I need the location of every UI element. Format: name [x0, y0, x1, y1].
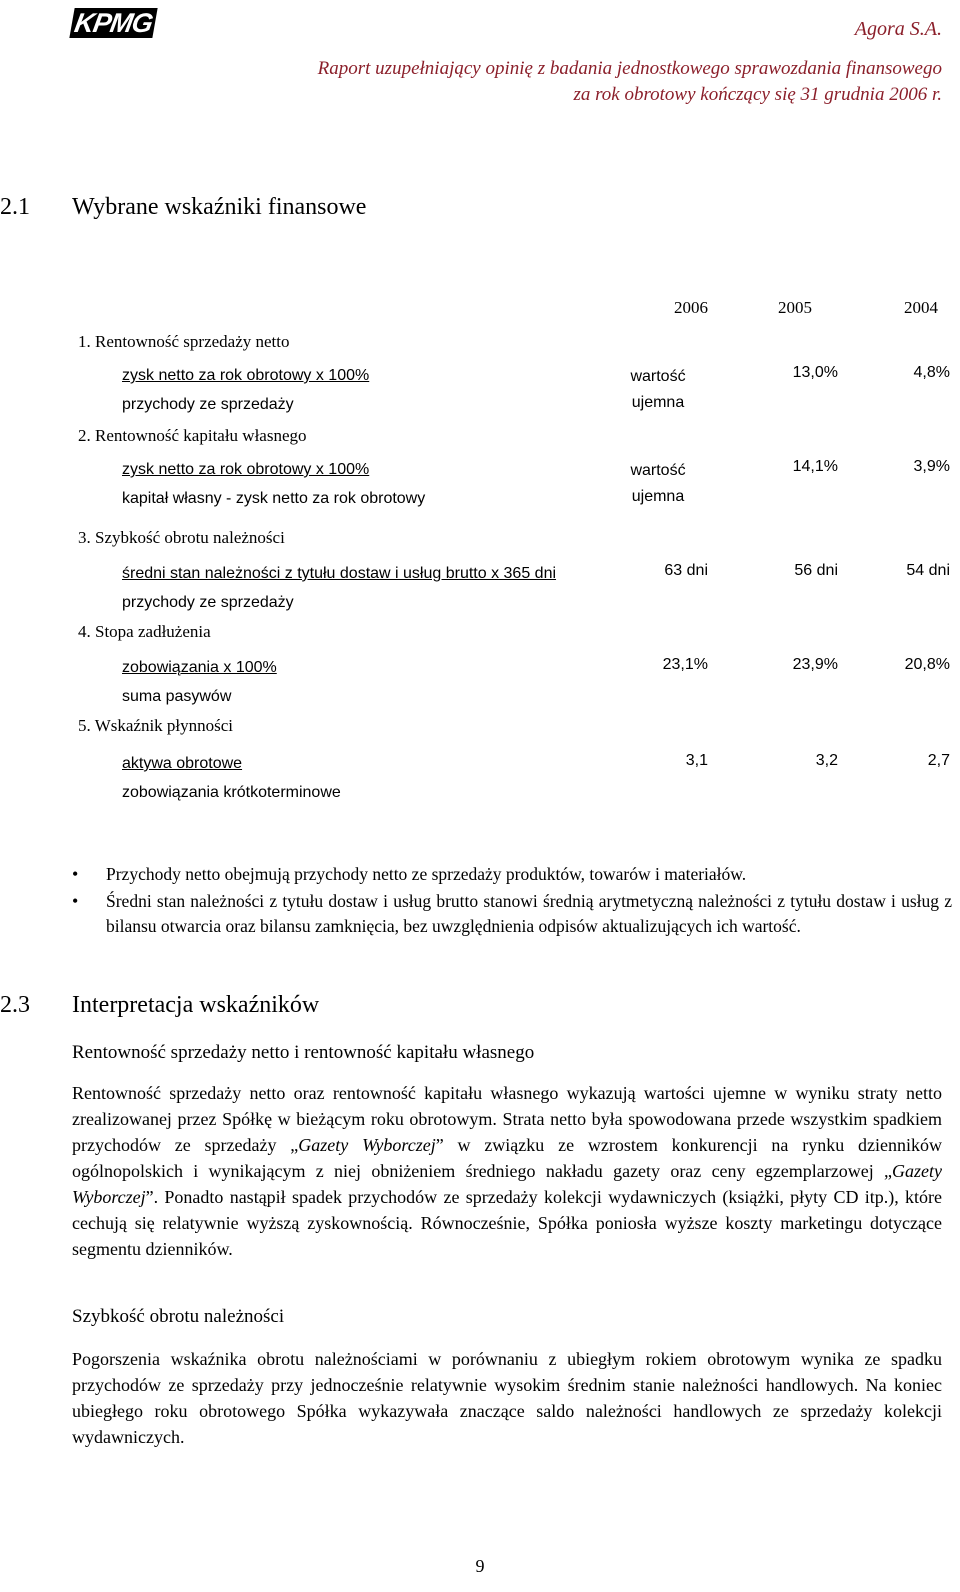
subsection-title-rentownosc: Rentowność sprzedaży netto i rentowność kapitału własnego — [72, 1042, 535, 1063]
ratio-title-3: 3. Szybkość obrotu należności — [78, 528, 285, 547]
ratio-3-value-2005: 56 dni — [794, 562, 838, 579]
formula-numerator: zysk netto za rok obrotowy x 100% — [122, 367, 370, 384]
section-title: Interpretacja wskaźników — [72, 992, 320, 1018]
note-item: • Przychody netto obejmują przychody netto ze sprzedaży produktów, towarów i materiałów. — [72, 862, 952, 887]
formula-numerator: średni stan należności z tytułu dostaw i usług brutto x 365 dni — [122, 565, 557, 582]
ratio-2-value-2005: 14,1% — [792, 458, 838, 475]
ratio-title-5: 5. Wskaźnik płynności — [78, 716, 234, 735]
ratio-5-value-2006: 3,1 — [685, 752, 708, 769]
section-heading-2-3 — [0, 992, 319, 1019]
formula-numerator: aktywa obrotowe — [122, 755, 243, 772]
formula-numerator: zysk netto za rok obrotowy x 100% — [122, 461, 370, 478]
formula-denominator: suma pasywów — [122, 688, 232, 705]
ratio-formula-4 — [122, 656, 277, 708]
ratio-1-value-2005: 13,0% — [792, 364, 838, 381]
formula-denominator: kapitał własny - zysk netto za rok obrotowy — [122, 490, 426, 507]
ratio-formula-1 — [122, 364, 369, 416]
page-number: 9 — [475, 1556, 485, 1576]
header-report-title-line2: za rok obrotowy kończący się 31 grudnia 2006 r. — [573, 84, 942, 105]
ratio-4-value-2005: 23,9% — [792, 656, 838, 673]
subsection-title-szybkosc: Szybkość obrotu należności — [72, 1306, 285, 1327]
year-header-2004: 2004 — [904, 298, 938, 317]
section-heading-2-1 — [0, 194, 366, 221]
formula-denominator: przychody ze sprzedaży — [122, 396, 294, 413]
ratio-5-value-2004: 2,7 — [927, 752, 950, 769]
year-header-2006: 2006 — [674, 298, 708, 317]
ratio-title-1: 1. Rentowność sprzedaży netto — [78, 332, 290, 351]
ratio-formula-2 — [122, 458, 425, 510]
paragraph-szybkosc: Pogorszenia wskaźnika obrotu należnościami w porównaniu z ubiegłym rokiem obrotowym wynika ze spadku przychodów ze sprzedaży przy jednocześnie relatywnie wysokim średnim stanie należności handlowych. Na koniec ubiegłego roku obrotowego Spółka wykazywała znaczące saldo należności handlowych ze sprzedaży kolekcji wydawniczych. — [72, 1349, 942, 1447]
ratio-title-4: 4. Stopa zadłużenia — [78, 622, 211, 641]
ratio-3-value-2004: 54 dni — [906, 562, 950, 579]
note-item: • Średni stan należności z tytułu dostaw i usług brutto stanowi średnią arytmetyczną należności z tytułu dostaw i usług z bilansu otwarcia oraz bilansu zamknięcia, bez uwzględnienia odpisów aktualizujących ich wartość. — [72, 889, 952, 939]
ratio-formula-5 — [122, 752, 341, 804]
header-report-title-line1: Raport uzupełniający opinię z badania jednostkowego sprawozdania finansowego — [317, 58, 942, 79]
paragraph-rentownosc: Rentowność sprzedaży netto oraz rentowność kapitału własnego wykazują wartości ujemne w wyniku straty netto zrealizowanej przez Spółkę w bieżącym roku obrotowym. Strata netto była spowodowana przede wszystkim spadkiem przychodów ze sprzedaży „Gazety Wyborczej” w związku ze wzrostem konkurencji na rynku dzienników ogólnopolskich i wynikającym z niej obniżeniem średniego nakładu gazety oraz ceny egzemplarzowej „Gazety Wyborczej”. Ponadto nastąpił spadek przychodów ze sprzedaży kolekcji wydawniczych (książki, płyty CD itp.), które cechują się relatywnie wyższą zyskownością. Równocześnie, Spółka poniosła wyższe koszty marketingu dotyczące segmentu dzienników. — [72, 1083, 942, 1259]
ratio-5-value-2005: 3,2 — [815, 752, 838, 769]
section-number: 2.3 — [0, 992, 30, 1018]
ratio-1-value-2004: 4,8% — [913, 364, 950, 381]
notes-list — [72, 862, 952, 939]
ratio-3-value-2006: 63 dni — [664, 562, 708, 579]
formula-numerator: zobowiązania x 100% — [122, 659, 277, 676]
ratio-1-value-2006: wartość ujemna — [630, 368, 686, 411]
formula-denominator: przychody ze sprzedaży — [122, 594, 294, 611]
ratio-formula-3 — [122, 562, 556, 614]
section-title: Wybrane wskaźniki finansowe — [72, 194, 367, 220]
ratio-2-value-2004: 3,9% — [913, 458, 950, 475]
ratio-2-value-2006: wartość ujemna — [630, 462, 686, 505]
header-company: Agora S.A. — [854, 18, 942, 40]
ratio-4-value-2006: 23,1% — [662, 656, 708, 673]
ratio-4-value-2004: 20,8% — [904, 656, 950, 673]
year-header-2005: 2005 — [778, 298, 812, 317]
ratio-title-2: 2. Rentowność kapitału własnego — [78, 426, 307, 445]
kpmg-logo: KPMG — [72, 8, 164, 42]
ratios-table — [0, 296, 960, 836]
formula-denominator: zobowiązania krótkoterminowe — [122, 784, 341, 801]
section-number: 2.1 — [0, 194, 30, 220]
